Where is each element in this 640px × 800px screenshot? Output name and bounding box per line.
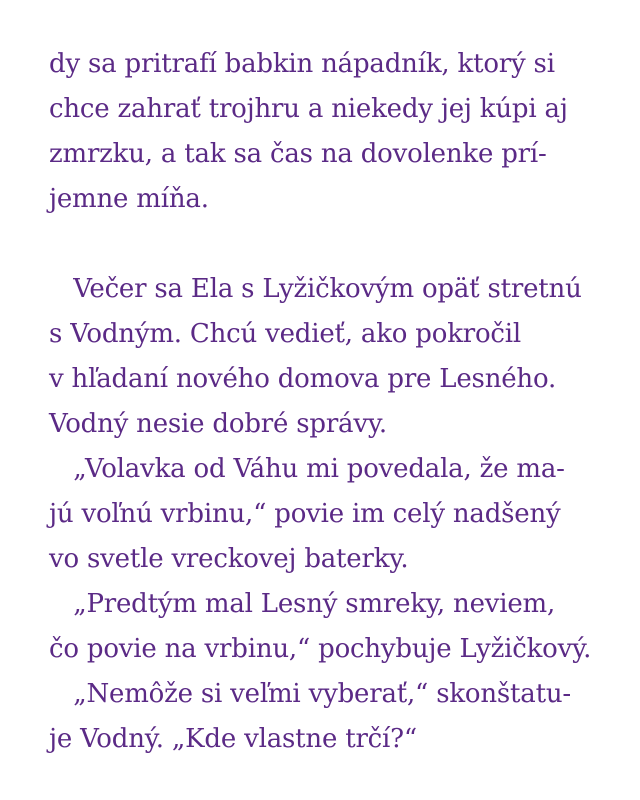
text-line: vo svetle vreckovej baterky.: [49, 544, 409, 574]
text-line: v hľadaní nového domova pre Lesného.: [49, 364, 557, 394]
text-line: chce zahrať trojhru a niekedy jej kúpi aj: [49, 94, 568, 124]
text-line: Vodný nesie dobré správy.: [49, 409, 387, 439]
page-text: [49, 42, 609, 762]
paragraph-1: [49, 42, 609, 222]
text-line: dy sa pritrafí babkin nápadník, ktorý si: [49, 49, 555, 79]
text-line: „Volavka od Váhu mi povedala, že ma-: [49, 454, 565, 484]
text-line: Večer sa Ela s Lyžičkovým opäť stretnú: [49, 274, 582, 304]
paragraph-gap: [49, 222, 609, 267]
text-line: jemne míňa.: [49, 184, 209, 214]
text-line: jú voľnú vrbinu,“ povie im celý nadšený: [49, 499, 561, 529]
text-line: „Predtým mal Lesný smreky, neviem,: [49, 589, 556, 619]
paragraph-2: [49, 267, 609, 762]
text-line: čo povie na vrbinu,“ pochybuje Lyžičkový.: [49, 634, 592, 664]
text-line: je Vodný. „Kde vlastne trčí?“: [49, 724, 417, 754]
text-line: s Vodným. Chcú vedieť, ako pokročil: [49, 319, 522, 349]
text-line: „Nemôže si veľmi vyberať,“ skonštatu-: [49, 679, 571, 709]
text-line: zmrzku, a tak sa čas na dovolenke prí-: [49, 139, 547, 169]
